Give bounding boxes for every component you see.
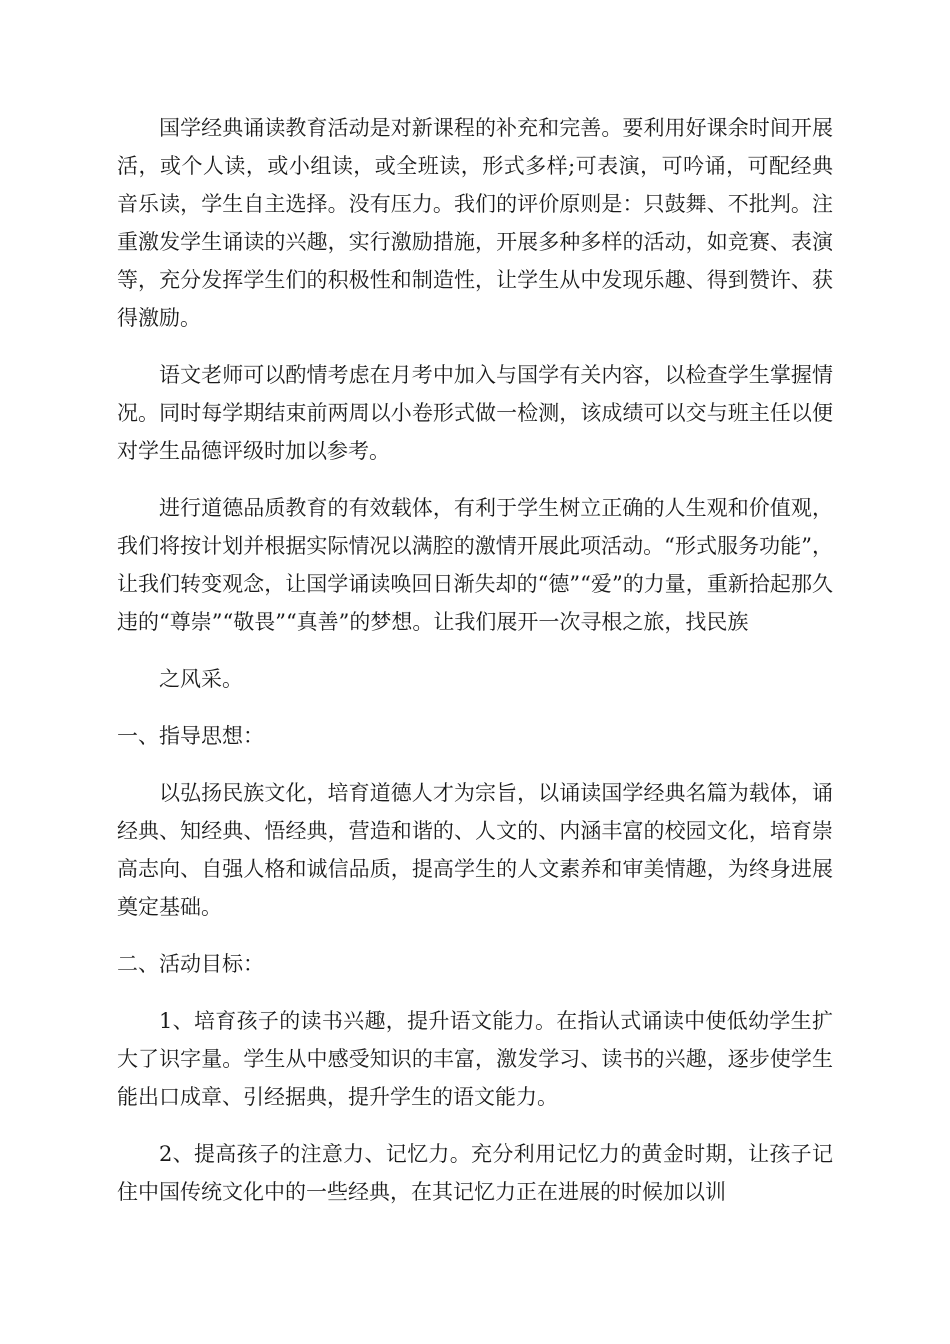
document-body	[117, 109, 833, 1230]
paragraph-goal-1: 1、培育孩子的读书兴趣，提升语文能力。在指认式诵读中使低幼学生扩大了识字量。学生从中感受知识的丰富，激发学习、读书的兴趣，逐步使学生能出口成章、引经据典，提升学生的语文能力。	[117, 1009, 833, 1109]
paragraph-goal-2: 2、提高孩子的注意力、记忆力。充分利用记忆力的黄金时期，让孩子记住中国传统文化中的一些经典，在其记忆力正在进展的时候加以训	[117, 1142, 833, 1204]
section-heading-activity-goals: 二、活动目标：	[117, 952, 264, 976]
paragraph-moral-education: 进行道德品质教育的有效载体，有利于学生树立正确的人生观和价值观，我们将按计划并根据实际情况以满腔的激情开展此项活动。“形式服务功能”，让我们转变观念，让国学诵读唤回日渐失却的“德”“爱”的力量，重新拾起那久违的“尊崇”“敬畏”“真善”的梦想。让我们展开一次寻根之旅，找民族	[117, 496, 833, 634]
paragraph-guiding-ideology: 以弘扬民族文化，培育道德人才为宗旨，以诵读国学经典名篇为载体，诵经典、知经典、悟经典，营造和谐的、人文的、内涵丰富的校园文化，培育崇高志向、自强人格和诚信品质，提高学生的人文素养和审美情趣，为终身进展奠定基础。	[117, 781, 833, 919]
paragraph-intro: 国学经典诵读教育活动是对新课程的补充和完善。要利用好课余时间开展活，或个人读，或小组读，或全班读，形式多样;可表演，可吟诵，可配经典音乐读，学生自主选择。没有压力。我们的评价原则是：只鼓舞、不批判。注重激发学生诵读的兴趣，实行激励措施，开展多种多样的活动，如竞赛、表演等，充分发挥学生们的积极性和制造性，让学生从中发现乐趣、得到赞许、获得激励。	[117, 116, 833, 330]
paragraph-continuation: 之风采。	[159, 667, 243, 691]
paragraph-assessment: 语文老师可以酌情考虑在月考中加入与国学有关内容，以检查学生掌握情况。同时每学期结束前两周以小卷形式做一检测，该成绩可以交与班主任以便对学生品德评级时加以参考。	[117, 363, 833, 463]
section-heading-guiding-ideology: 一、指导思想：	[117, 724, 264, 748]
